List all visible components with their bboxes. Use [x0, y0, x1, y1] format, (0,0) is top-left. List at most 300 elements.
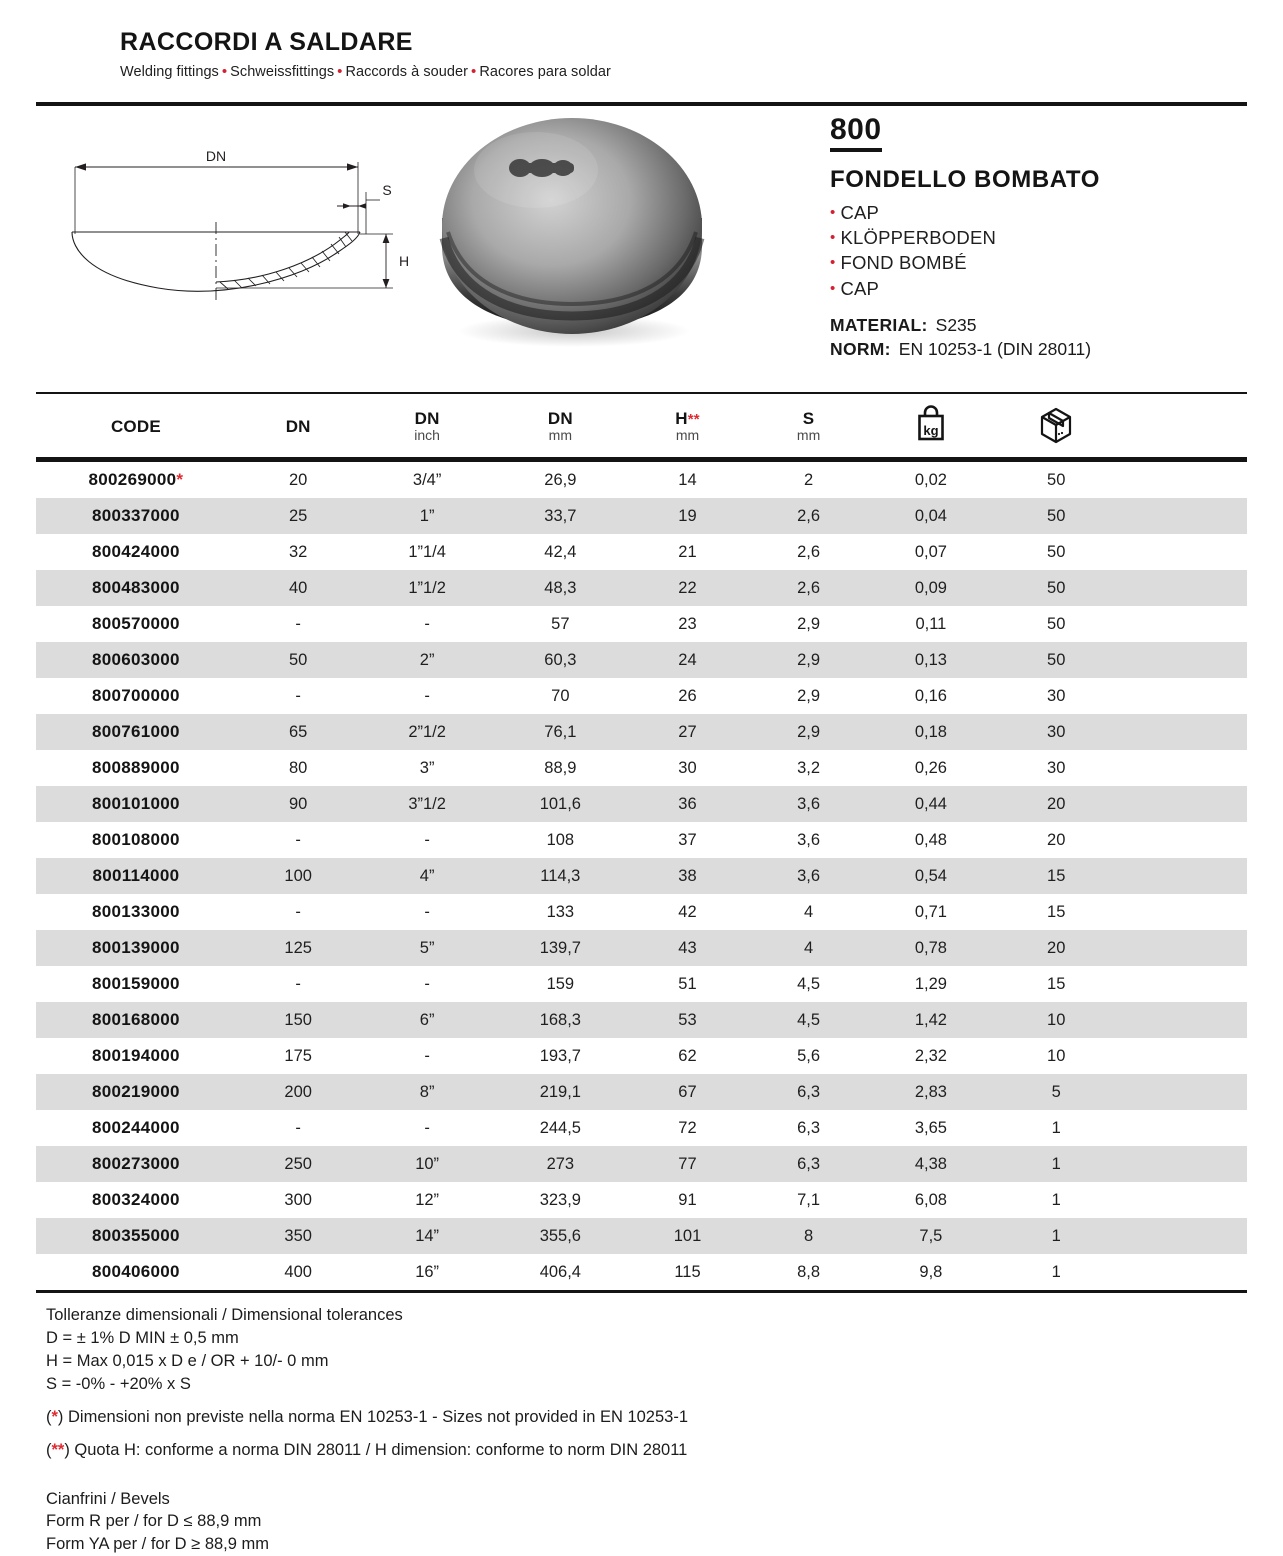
product-photo	[424, 106, 714, 356]
cell-kg: 2,83	[869, 1074, 993, 1110]
cell-kg: 1,42	[869, 1002, 993, 1038]
cell-h: 43	[627, 930, 748, 966]
cell-box: 50	[993, 642, 1120, 678]
cell-spacer	[1120, 1002, 1247, 1038]
cell-spacer	[1120, 498, 1247, 534]
cell-spacer	[1120, 966, 1247, 1002]
cell-spacer	[1120, 534, 1247, 570]
cell-dn-mm: 273	[494, 1146, 627, 1182]
footnote-double-asterisk: (**) Quota H: conforme a norma DIN 28011 / H dimension: conforme to norm DIN 28011	[46, 1440, 688, 1459]
cell-code: 800424000	[92, 542, 180, 561]
product-hero	[0, 106, 1283, 386]
cell-dn-mm: 101,6	[494, 786, 627, 822]
subtitle-lang-de: Schweissfittings	[230, 64, 335, 80]
table-row	[36, 1110, 1247, 1146]
table-row	[36, 786, 1247, 822]
cell-dn-mm: 70	[551, 686, 570, 705]
cell-box: 30	[1047, 686, 1066, 705]
cell-box: 50	[1047, 614, 1066, 633]
cell-s: 8	[748, 1218, 869, 1254]
cell-dn-mm: 139,7	[494, 930, 627, 966]
cell-dn-mm: 244,5	[539, 1118, 581, 1137]
cell-dn: 25	[236, 498, 361, 534]
cell-dn-mm: 406,4	[539, 1262, 581, 1281]
header-letter: H	[675, 408, 688, 428]
footnote-text: ) Quota H: conforme a norma DIN 28011 / H dimension: conforme to norm DIN 28011	[64, 1440, 688, 1459]
cell-dn: -	[295, 614, 301, 633]
cell-dn-inch: 10”	[361, 1146, 494, 1182]
material-label: MATERIAL:	[830, 315, 928, 336]
cell-code: 800219000	[36, 1074, 236, 1110]
cell-dn-inch: 1”1/4	[408, 542, 446, 561]
weight-tag-icon	[914, 404, 948, 444]
cell-box: 15	[1047, 902, 1066, 921]
cell-spacer	[1120, 930, 1247, 966]
cell-dn-mm: 133	[546, 902, 575, 921]
cell-spacer	[1120, 1074, 1247, 1110]
cell-code: 800700000	[92, 686, 180, 705]
cell-dn-inch: -	[424, 830, 430, 849]
cell-s: 8,8	[797, 1262, 821, 1281]
cell-kg: 0,09	[869, 570, 993, 606]
cell-code: 800114000	[36, 858, 236, 894]
translation-item	[830, 225, 1250, 250]
cell-s: 2,9	[748, 714, 869, 750]
cell-dn-mm: 26,9	[544, 470, 577, 489]
header-text: DN	[547, 408, 573, 428]
material-row	[830, 314, 1250, 337]
column-header-spacer	[1120, 393, 1247, 460]
cell-box: 10	[993, 1002, 1120, 1038]
cell-dn: 200	[236, 1074, 361, 1110]
cell-box: 1	[993, 1146, 1120, 1182]
cell-spacer	[1120, 642, 1247, 678]
cell-box: 30	[1047, 758, 1066, 777]
cell-dn: -	[295, 902, 301, 921]
cell-dn-mm: 60,3	[494, 642, 627, 678]
footnote-marker: *	[51, 1407, 58, 1426]
cell-dn-inch: -	[424, 614, 430, 633]
header-text: DN	[285, 416, 311, 436]
cell-dn-inch: 8”	[361, 1074, 494, 1110]
translation-label: CAP	[840, 277, 880, 299]
translation-label: FOND BOMBÉ	[840, 252, 967, 274]
cell-code: 800889000	[92, 758, 180, 777]
cell-box: 1	[993, 1218, 1120, 1254]
bevels-title: Cianfrini / Bevels	[46, 1489, 170, 1508]
cell-s: 4	[803, 902, 814, 921]
cell-kg: 0,16	[914, 686, 947, 705]
cell-box: 1	[1051, 1118, 1061, 1137]
cell-dn-mm: 168,3	[494, 1002, 627, 1038]
cell-spacer	[1120, 460, 1247, 499]
cell-code: 800273000	[36, 1146, 236, 1182]
cell-code: 800244000	[92, 1118, 180, 1137]
tolerance-d: D = ± 1% D MIN ± 0,5 mm	[46, 1328, 239, 1347]
column-header-dn-inch	[361, 393, 494, 460]
cell-dn-mm: 76,1	[494, 714, 627, 750]
cell-h: 37	[678, 830, 697, 849]
table-header	[36, 393, 1247, 460]
cell-dn: -	[295, 1118, 301, 1137]
table-row	[36, 678, 1247, 714]
cell-dn-mm: 33,7	[494, 498, 627, 534]
cell-h: 67	[627, 1074, 748, 1110]
cell-h: 22	[627, 570, 748, 606]
table-row	[36, 642, 1247, 678]
table-row	[36, 570, 1247, 606]
column-header-s-mm	[748, 393, 869, 460]
cell-code: 800159000	[92, 974, 180, 993]
cell-kg: 0,11	[915, 614, 947, 633]
cell-kg: 0,07	[914, 542, 947, 561]
tolerances-title: Tolleranze dimensionali / Dimensional tolerances	[46, 1306, 403, 1324]
bevels-form-r: Form R per / for D ≤ 88,9 mm	[46, 1512, 262, 1531]
cell-dn-inch: -	[424, 1118, 430, 1137]
cell-dn-inch: 12”	[415, 1190, 440, 1209]
cell-dn: 65	[236, 714, 361, 750]
cell-dn-inch: 3”	[419, 758, 435, 777]
bullet-separator-icon: •	[337, 63, 343, 80]
cell-dn-inch: -	[424, 902, 430, 921]
cell-s: 5,6	[797, 1046, 821, 1065]
cell-code: 800324000	[92, 1190, 180, 1209]
cell-code: 800603000	[36, 642, 236, 678]
cell-kg: 0,78	[869, 930, 993, 966]
footnote-marker: **	[687, 410, 700, 428]
cell-code: 800194000	[92, 1046, 180, 1065]
cell-spacer	[1120, 786, 1247, 822]
cell-dn-inch: 1”	[361, 498, 494, 534]
cell-dn: 80	[288, 758, 308, 777]
cell-s: 4,5	[748, 1002, 869, 1038]
cell-s: 2,9	[797, 686, 821, 705]
cell-dn: 32	[288, 542, 308, 561]
cell-box: 15	[993, 858, 1120, 894]
bullet-icon: •	[830, 203, 836, 221]
cell-box: 50	[993, 570, 1120, 606]
bullet-separator-icon: •	[221, 63, 228, 80]
header-unit: inch	[414, 427, 440, 444]
cell-dn-inch: 2”1/2	[361, 714, 494, 750]
table-row	[36, 714, 1247, 750]
cell-h: 26	[678, 686, 697, 705]
cell-dn-inch: 14”	[361, 1218, 494, 1254]
cell-s: 7,1	[797, 1190, 821, 1209]
table-row	[36, 498, 1247, 534]
cell-h: 51	[678, 974, 697, 993]
table-row	[36, 1146, 1247, 1182]
cell-dn: 90	[236, 786, 361, 822]
cell-code: 800761000	[36, 714, 236, 750]
cell-kg: 6,08	[914, 1190, 947, 1209]
cell-h: 36	[627, 786, 748, 822]
cell-dn: 300	[284, 1190, 312, 1209]
weight-unit-label: kg	[923, 423, 939, 438]
cell-s: 2,9	[748, 642, 869, 678]
cell-dn-inch: 4”	[361, 858, 494, 894]
cell-box: 10	[1047, 1046, 1066, 1065]
cell-dn-mm: 114,3	[494, 858, 627, 894]
norm-row	[830, 338, 1250, 361]
header-unit: mm	[796, 427, 821, 444]
header-text: S	[802, 408, 815, 428]
cell-s: 2,9	[797, 614, 821, 633]
product-code-number: 800	[830, 114, 882, 152]
cell-kg: 0,71	[914, 902, 947, 921]
header-unit: mm	[548, 427, 572, 444]
cell-spacer	[1120, 1182, 1247, 1218]
table-row	[36, 966, 1247, 1002]
cell-h: 91	[678, 1190, 697, 1209]
cell-h: 21	[678, 542, 697, 561]
table-row	[36, 1002, 1247, 1038]
translation-label: CAP	[840, 201, 880, 223]
cell-dn: 150	[236, 1002, 361, 1038]
cell-code: 800133000	[92, 902, 180, 921]
cell-code: 800483000	[36, 570, 236, 606]
cell-dn-mm: 48,3	[494, 570, 627, 606]
subtitle-lang-es: Racores para soldar	[479, 64, 611, 80]
cell-dn-mm: 355,6	[494, 1218, 627, 1254]
cell-dn-inch: 2”	[361, 642, 494, 678]
column-header-package	[993, 393, 1120, 460]
cell-dn: -	[295, 686, 301, 705]
cell-kg: 0,54	[869, 858, 993, 894]
cell-dn-mm: 193,7	[539, 1046, 581, 1065]
page-title: RACCORDI A SALDARE	[120, 28, 413, 56]
cell-s: 3,6	[797, 830, 821, 849]
cell-spacer	[1120, 858, 1247, 894]
cell-spacer	[1120, 606, 1247, 642]
cell-dn-mm: 57	[551, 614, 570, 633]
cell-kg: 1,29	[914, 974, 947, 993]
cell-kg: 0,44	[869, 786, 993, 822]
table-row	[36, 460, 1247, 499]
cell-dn: 250	[236, 1146, 361, 1182]
cell-box: 50	[1047, 470, 1066, 489]
cell-dn-mm: 219,1	[494, 1074, 627, 1110]
subtitle-lang-it-en: Welding fittings	[120, 64, 219, 80]
cell-spacer	[1120, 750, 1247, 786]
cell-kg: 2,32	[914, 1046, 947, 1065]
cell-s: 2,6	[797, 542, 821, 561]
cell-box: 20	[1047, 830, 1066, 849]
column-header-code	[36, 393, 236, 460]
header-unit: mm	[675, 427, 700, 444]
cell-dn-inch: 3”1/2	[361, 786, 494, 822]
cell-code: 800406000	[92, 1262, 180, 1281]
cell-dn: 350	[236, 1218, 361, 1254]
cell-s: 4,5	[797, 974, 821, 993]
bevels-form-ya: Form YA per / for D ≥ 88,9 mm	[46, 1535, 270, 1554]
notes-spacer	[46, 1397, 1283, 1407]
table-row	[36, 1038, 1247, 1074]
cell-dn-mm: 42,4	[544, 542, 577, 561]
cell-s: 2,6	[748, 498, 869, 534]
cell-s: 3,6	[748, 786, 869, 822]
cell-box: 50	[1047, 542, 1066, 561]
cell-kg: 7,5	[869, 1218, 993, 1254]
cell-code: 800108000	[92, 830, 180, 849]
cell-s: 3,2	[797, 758, 821, 777]
notes-spacer	[46, 1430, 1283, 1440]
column-header-weight	[869, 393, 993, 460]
cell-kg: 9,8	[919, 1262, 943, 1281]
cell-s: 6,3	[797, 1118, 821, 1137]
cell-s: 2	[803, 470, 814, 489]
cell-dn: 50	[236, 642, 361, 678]
cell-dn-mm: 88,9	[544, 758, 577, 777]
cell-spacer	[1120, 570, 1247, 606]
cell-dn: 125	[236, 930, 361, 966]
cell-spacer	[1120, 1218, 1247, 1254]
translation-item	[830, 276, 1250, 301]
material-value: S235	[935, 315, 977, 336]
cell-code: 800139000	[36, 930, 236, 966]
cell-h: 53	[627, 1002, 748, 1038]
bullet-icon: •	[830, 279, 836, 297]
cell-box: 30	[993, 714, 1120, 750]
cell-box: 20	[993, 786, 1120, 822]
cell-h: 24	[627, 642, 748, 678]
header-text	[627, 410, 748, 428]
cell-h: 38	[627, 858, 748, 894]
cell-spacer	[1120, 1110, 1247, 1146]
product-name-translations	[830, 200, 1250, 302]
page-header	[0, 0, 1283, 80]
cell-h: 19	[627, 498, 748, 534]
cell-box: 5	[993, 1074, 1120, 1110]
bevels-section	[46, 1488, 1283, 1556]
tolerance-s: S = -0% - +20% x S	[46, 1374, 191, 1393]
package-box-icon	[1036, 404, 1076, 444]
table-bottom-divider	[36, 1290, 1247, 1293]
cell-kg: 0,26	[914, 758, 947, 777]
bullet-icon: •	[830, 254, 836, 272]
cell-dn-inch: -	[424, 974, 430, 993]
cell-code: 800101000	[36, 786, 236, 822]
table-row	[36, 894, 1247, 930]
cell-s: 6,3	[748, 1074, 869, 1110]
product-specs	[830, 314, 1250, 361]
cell-spacer	[1120, 894, 1247, 930]
cell-kg: 0,13	[869, 642, 993, 678]
table-row	[36, 1218, 1247, 1254]
table-row	[36, 858, 1247, 894]
cell-dn: 20	[288, 470, 308, 489]
cell-h: 27	[627, 714, 748, 750]
header-text: DN	[414, 408, 440, 428]
header-text: CODE	[110, 416, 161, 436]
cell-code: 800355000	[36, 1218, 236, 1254]
cell-h: 42	[678, 902, 697, 921]
cell-s: 3,6	[748, 858, 869, 894]
table-header-row	[36, 393, 1247, 460]
cell-box: 1	[1051, 1262, 1061, 1281]
page-subtitle-languages	[120, 63, 1283, 80]
table-row	[36, 822, 1247, 858]
cell-s: 6,3	[748, 1146, 869, 1182]
footnote-text: ) Dimensioni non previste nella norma EN 10253-1 - Sizes not provided in EN 10253-1	[57, 1407, 689, 1426]
specification-table	[36, 392, 1247, 1290]
cell-h: 23	[678, 614, 697, 633]
column-header-dn-mm	[494, 393, 627, 460]
cell-dn: 40	[236, 570, 361, 606]
subtitle-lang-fr: Raccords à souder	[345, 64, 468, 80]
cell-h: 14	[678, 470, 697, 489]
table-body	[36, 460, 1247, 1291]
norm-value: EN 10253-1 (DIN 28011)	[898, 338, 1092, 359]
cell-dn-inch: -	[424, 686, 430, 705]
cell-kg: 3,65	[914, 1118, 947, 1137]
cell-code: 800570000	[92, 614, 180, 633]
cell-dn: -	[295, 830, 301, 849]
cell-box: 15	[1047, 974, 1066, 993]
drawing-label-s: S	[382, 182, 392, 198]
tolerance-notes	[46, 1305, 1283, 1462]
cell-dn-inch: 1”1/2	[361, 570, 494, 606]
cell-code: 800168000	[36, 1002, 236, 1038]
table-row	[36, 606, 1247, 642]
footnote-marker: *	[176, 470, 184, 489]
tolerance-h: H = Max 0,015 x D e / OR + 10/- 0 mm	[46, 1351, 329, 1370]
drawing-label-dn: DN	[205, 148, 227, 164]
cell-spacer	[1120, 678, 1247, 714]
cell-dn-inch: 3/4”	[412, 470, 442, 489]
cell-spacer	[1120, 714, 1247, 750]
cell-dn: -	[295, 974, 301, 993]
column-header-dn	[236, 393, 361, 460]
norm-label: NORM:	[830, 338, 891, 359]
cell-dn-inch: 6”	[361, 1002, 494, 1038]
cell-spacer	[1120, 1146, 1247, 1182]
cell-h: 30	[678, 758, 697, 777]
cell-s: 4	[748, 930, 869, 966]
specification-table-wrapper	[36, 392, 1247, 1290]
table-row	[36, 930, 1247, 966]
cell-dn: 100	[236, 858, 361, 894]
cell-s: 2,6	[748, 570, 869, 606]
cell-dn-mm: 323,9	[539, 1190, 581, 1209]
cell-box: 20	[993, 930, 1120, 966]
cell-h: 72	[678, 1118, 697, 1137]
bullet-icon: •	[830, 228, 836, 246]
table-row	[36, 1254, 1247, 1290]
product-name: FONDELLO BOMBATO	[830, 165, 1101, 193]
drawing-label-h: H	[398, 253, 410, 269]
table-row	[36, 750, 1247, 786]
translation-item	[830, 250, 1250, 275]
table-row	[36, 534, 1247, 570]
translation-label: KLÖPPERBODEN	[840, 226, 997, 248]
cell-dn: 175	[284, 1046, 312, 1065]
technical-drawing	[48, 148, 428, 323]
cell-h: 62	[678, 1046, 697, 1065]
cell-dn-mm: 159	[546, 974, 575, 993]
cell-dn-mm: 108	[546, 830, 575, 849]
product-info-panel	[830, 114, 1250, 361]
footnote-marker: **	[51, 1440, 65, 1459]
cell-box: 50	[993, 498, 1120, 534]
cell-kg: 0,04	[869, 498, 993, 534]
cell-dn-inch: 5”	[361, 930, 494, 966]
cell-code: 800337000	[36, 498, 236, 534]
cell-dn-inch: 16”	[415, 1262, 440, 1281]
column-header-h-mm	[627, 393, 748, 460]
cell-kg: 0,48	[914, 830, 947, 849]
cell-kg: 0,18	[869, 714, 993, 750]
